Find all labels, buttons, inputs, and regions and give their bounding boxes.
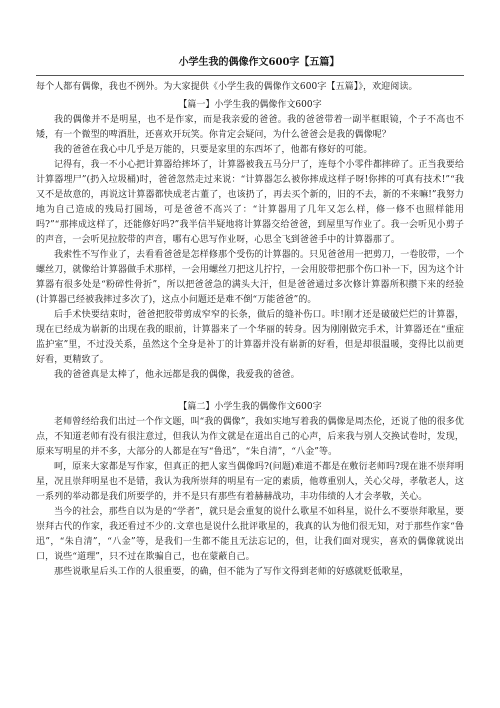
document-title: 小学生我的偶像作文600字【五篇】	[178, 57, 340, 68]
section-spacer	[36, 383, 464, 397]
section-1	[36, 98, 464, 383]
section-heading: 【篇二】小学生我的偶像作文600字	[178, 402, 322, 412]
body-paragraph: 我索性不写作业了，去看看爸爸是怎样修那个受伤的计算器的。只见爸爸用一把剪刀，一卷胶带，一个螺丝刀，就像给计算器做手术那样，一会用螺丝刀把这儿拧拧，一会用胶带把那个伤口补一下，因为这个计算器有很多处是“粉碎性骨折”，所以把爸爸急的满头大汗，但是爸爸通过多次修计算器所积攒下来的经验(计算器已经被我摔过多次了)，这点小问题还是难不倒“万能爸爸”的。	[36, 250, 464, 305]
body-paragraph: 我的爸爸在我心中几乎是万能的，只要是家里的东西坏了，他都有修好的可能。	[54, 145, 373, 155]
body-paragraph: 那些说歌星后头工作的人很重要，的确，但不能为了写作文得到老师的好感就贬低歌星，	[54, 567, 409, 577]
intro-paragraph: 每个人都有偶像，我也不例外。为大家提供《小学生我的偶像作文600字【五篇】》，欢迎阅读。	[36, 82, 418, 92]
section-heading: 【篇一】小学生我的偶像作文600字	[178, 100, 322, 110]
header-divider	[36, 75, 464, 76]
body-paragraph: 呵，原来大家都是写作家，但真正的把人家当偶像吗?(问题)难道不都是在敷衍老师吗?现在谁不崇拜明星，况且崇拜明星也不是错，我认为我所崇拜的明星有一定的素质，他尊重别人，关心父母，孝敬老人，这一系列的举动都是我们所要学的，并不是只有那些有着赫赫战功，丰功伟绩的人才会孝敬，关心。	[36, 462, 464, 502]
body-paragraph: 记得有，我一不小心把计算器给摔坏了，计算器被我五马分尸了，连每个小零件都摔碎了。正当我要给计算器埋尸”(扔入垃圾桶)时，爸爸忽然走过来说：“计算器怎么被你摔成这样子呀!你摔的可真有技术!”“我又不是故意的，再说这计算器都快成老古董了，也该扔了，再去买个新的，旧的不去，新的不来嘛!”我努力地为自己造成的残局打圆场，可是爸爸不高兴了：“计算器用了几年又怎么样，修一修不也照样能用吗?”“那摔成这样了，还能修好吗?”我半信半疑地将计算器交给爸爸，到屋里写作业了。我一会听见小剪子的声音，一会听见拉胶带的声音，哪有心思写作业呀，心思全飞到爸爸手中的计算器那了。	[36, 160, 464, 245]
body-paragraph: 我的偶像并不是明星，也不是作家，而是我亲爱的爸爸。我的爸爸带着一副半框眼镜，个子不高也不矮，有一个微型的啤酒肚，还喜欢开玩笑。你肯定会疑问，为什么爸爸会是我的偶像呢？	[36, 115, 464, 140]
body-paragraph: 我的爸爸真是太棒了，他永远都是我的偶像，我爱我的爸爸。	[54, 370, 300, 380]
body-paragraph: 后手术快要结束时，爸爸把胶带剪成窄窄的长条，做后的缝补伤口。咔!刚才还是破破烂烂的计算器，现在已经成为崭新的出现在我的眼前，计算器来了一个华丽的转身。因为刚刚做完手术，计算器还在“重症监护室”里，不过没关系，虽然这个全身是补丁的计算器并没有崭新的好看，但是却很温暖，变得比以前更好看，更精致了。	[36, 310, 464, 365]
section-2	[36, 400, 464, 580]
body-paragraph: 当今的社会，那些自以为是的“学者”，就只是会重复的说什么歌星不如科星，说什么不要崇拜歌星，要崇拜古代的作家，我还看过不少的.文章也是说什么批评歌星的，我真的认为他们很无知，对于那些作家“鲁迅”，“朱自清”，“八金”等，是我们一生都不能且无法忘记的，但，让我们面对现实，喜欢的偶像就说出口，说些“道理”，只不过在欺骗自己，也在蒙蔽自己。	[36, 507, 464, 562]
body-paragraph: 老师曾经给我们出过一个作文题，叫“我的偶像”，我如实地写着我的偶像是周杰伦，还说了他的很多优点，不知道老师有没有很注意过，但我认为作文就是在道出自己的心声，后来我与别人交换试卷时，发现，原来写明星的并不多，大部分的人都是在写“鲁迅”，“朱自清”，“八金”等。	[36, 417, 464, 457]
